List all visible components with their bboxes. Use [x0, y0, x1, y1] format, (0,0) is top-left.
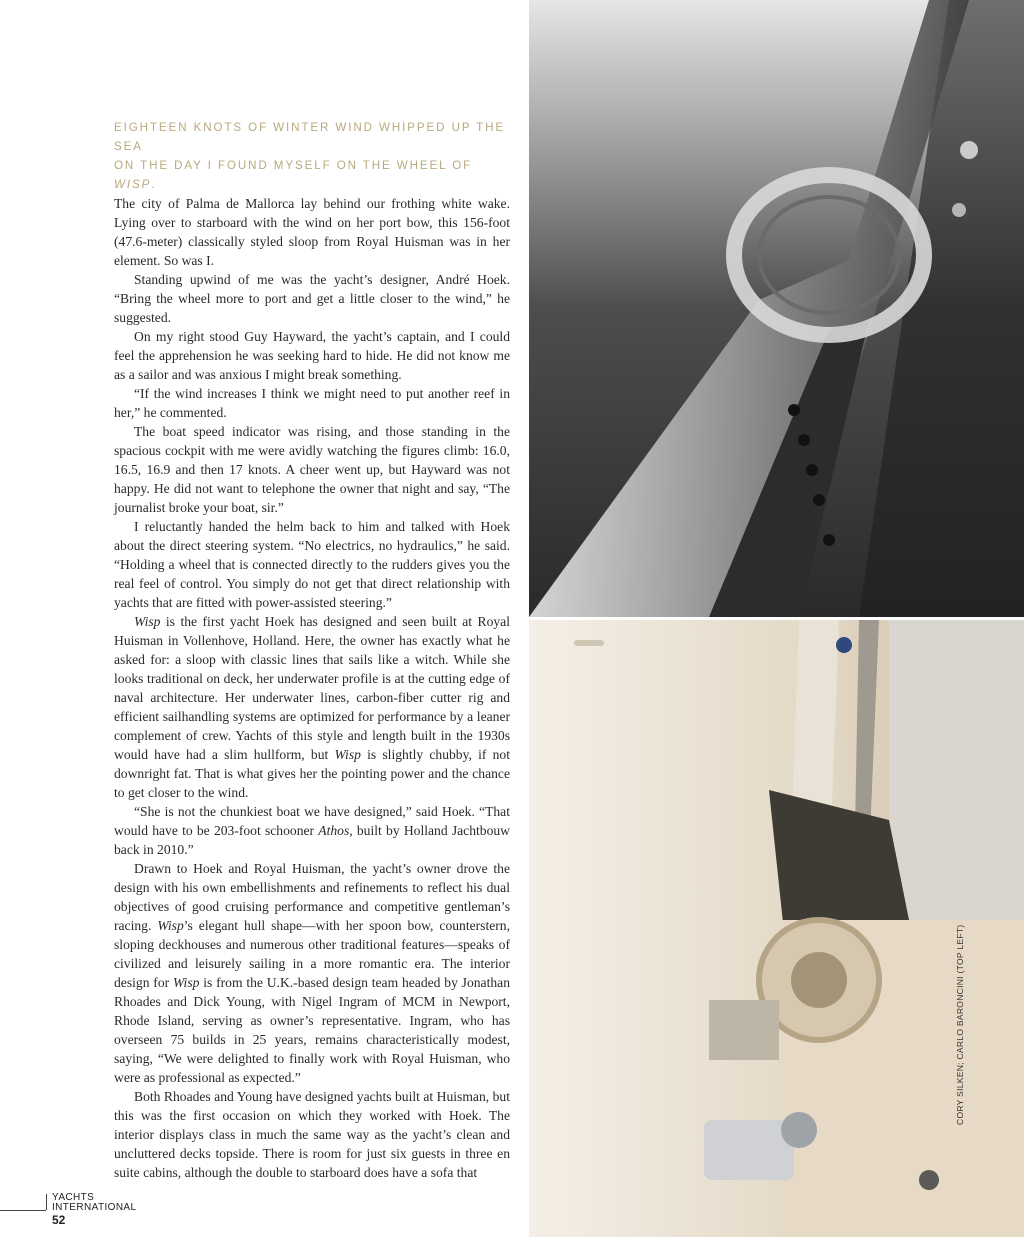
paragraph-9-text-c: is from the U.K.-based design team headed by Jonathan Rhoades and Dick Young, with Nigel Ingram of MCM in Newport, Rhode Island, serving as owner’s representative. Ingram, who has overseen 75 builds in 25 years, remains characteristically modest, saying, “We were delighted to finally work with Royal Huisman, who were as professional as expected.”	[114, 975, 510, 1085]
article-lede	[114, 118, 510, 194]
rail-illustration	[529, 0, 1024, 617]
paragraph-10: Both Rhoades and Young have designed yachts built at Huisman, but this was the first occasion on which they worked with Hoek. The interior displays class in much the same way as the yacht’s clean and uncluttered decks topside. There is room for just six guests in three en suite cabins, although the double to starboard does have a sofa that	[114, 1089, 510, 1180]
paragraph-9-text-b: ’s elegant hull shape—with her spoon bow, counterstern, sloping deckhouses and numerous other traditional features—speaks of civilized and leisurely sailing in a more romantic era. The interior design for	[114, 918, 510, 990]
page-folio	[0, 1190, 140, 1230]
magazine-name-line-1: YACHTS	[52, 1192, 95, 1203]
paragraph-5: The boat speed indicator was rising, and those standing in the spacious cockpit with me were avidly watching the figures climb: 16.0, 16.5, 16.9 and then 17 knots. A cheer went up, but Hayward was not happy. He did not want to telephone the owner that night and say, “The journalist broke your boat, sir.”	[114, 424, 510, 515]
photo-credit: CORY SILKEN; CARLO BARONCINI (TOP LEFT)	[955, 924, 965, 1125]
yacht-name: Wisp	[334, 747, 361, 762]
folio-rule	[46, 1194, 47, 1210]
lede-period: .	[151, 178, 157, 191]
article-body	[114, 118, 510, 1182]
magazine-name-line-2: INTERNATIONAL	[52, 1202, 137, 1213]
lede-yacht-name: WISP	[114, 178, 152, 191]
yacht-name: Wisp	[172, 975, 200, 990]
paragraph-3: On my right stood Guy Hayward, the yacht’s captain, and I could feel the apprehension he was seeking hard to hide. He did not know me as a sailor and was anxious I might break something.	[114, 329, 510, 382]
photo-rail-closeup	[529, 0, 1024, 617]
paragraph-8-text-a: “She is not the chunkiest boat we have designed,” said Hoek. “That would have to be 203-foot schooner	[114, 804, 510, 838]
yacht-name: Wisp	[157, 918, 184, 933]
paragraph-7-text-a: is the first yacht Hoek has designed and seen built at Royal Huisman in Vollenhove, Holland. Here, the owner has exactly what he asked for: a sloop with classic lines that sails like a witch. While she looks traditional on deck, her underwater profile is at the cutting edge of naval architecture. Her underwater lines, carbon-fiber cutter rig and efficient sailhandling systems are optimized for performance by a leaner complement of crew. Yachts of this style and length built in the 1930s would have had a slim hullform, but	[114, 614, 510, 762]
paragraph-1: The city of Palma de Mallorca lay behind our frothing white wake. Lying over to starboard with the wind on her port bow, this 156-foot (47.6-meter) classically styled sloop from Royal Huisman was in her element. So was I.	[114, 196, 510, 268]
paragraph-2: Standing upwind of me was the yacht’s designer, André Hoek. “Bring the wheel more to port and get a little closer to the wind,” he suggested.	[114, 272, 510, 325]
yacht-name: Athos	[318, 823, 350, 838]
paragraph-7-text-b: is slightly chubby, if not downright fat. That is what gives her the pointing power and the chance to get closer to the wind.	[114, 747, 510, 800]
yacht-name: Wisp	[134, 614, 161, 629]
mast-illustration	[529, 620, 1024, 1237]
paragraph-8-text-b: , built by Holland Jachtbouw back in 2010.”	[114, 823, 510, 857]
magazine-name	[52, 1193, 136, 1213]
paragraph-8	[114, 802, 510, 859]
lede-line-2: ON THE DAY I FOUND MYSELF ON THE WHEEL OF	[114, 159, 473, 172]
paragraph-6: I reluctantly handed the helm back to him and talked with Hoek about the direct steering system. “No electrics, no hydraulics,” he said. “Holding a wheel that is connected directly to the rudders gives you the real feel of control. You simply do not get that direct relationship with yachts that are fitted with power-assisted steering.”	[114, 519, 510, 610]
paragraph-7	[114, 612, 510, 802]
folio-rule	[0, 1210, 46, 1211]
paragraph-4: “If the wind increases I think we might need to put another reef in her,” he commented.	[114, 386, 510, 420]
page-number: 52	[52, 1213, 66, 1227]
lede-line-1: EIGHTEEN KNOTS OF WINTER WIND WHIPPED UP THE SEA	[114, 121, 506, 153]
paragraph-9-text-a: Drawn to Hoek and Royal Huisman, the yacht’s owner drove the design with his own embellishments and refinements to reflect his dual objectives of good cruising performance and competitive gentleman’s racing.	[114, 861, 510, 933]
paragraph-9	[114, 859, 510, 1087]
photo-mast-hardware	[529, 620, 1024, 1237]
